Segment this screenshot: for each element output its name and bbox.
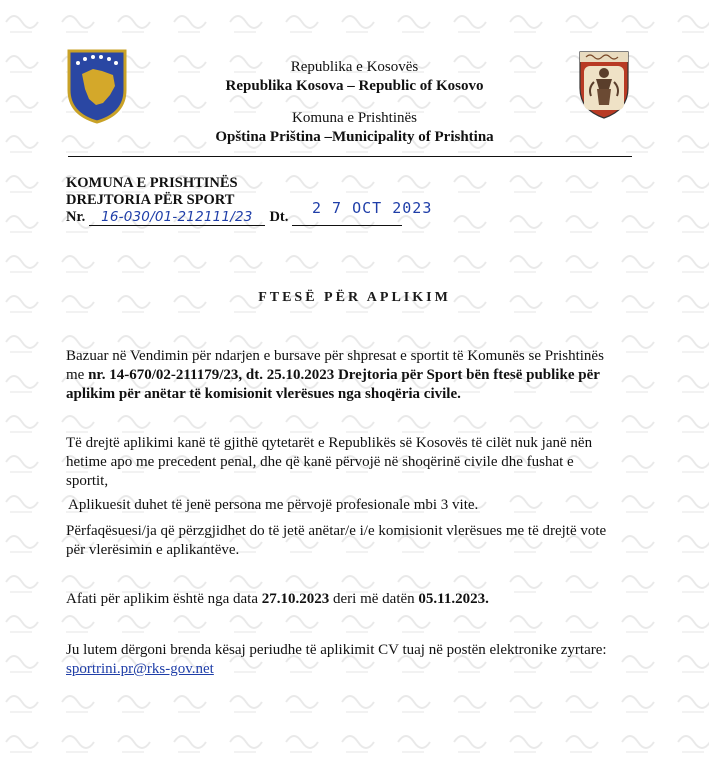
office-municipality: KOMUNA E PRISHTINËS xyxy=(66,175,238,191)
header-municipality-albanian: Komuna e Prishtinës xyxy=(292,110,417,126)
submission-email-link[interactable]: sportrini.pr@rks-gov.net xyxy=(66,661,214,677)
deadline-text-b: deri më datën xyxy=(329,591,419,607)
office-directorate: DREJTORIA PËR SPORT xyxy=(66,192,235,208)
date-stamp: 2 7 OCT 2023 xyxy=(312,199,433,217)
nr-label: Nr. xyxy=(66,209,86,225)
deadline-end-date: 05.11.2023. xyxy=(418,591,489,607)
paragraph-experience: Aplikuesit duhet të jenë persona me përvojë profesionale mbi 3 vite. xyxy=(68,497,479,513)
header-municipality-serbian-english: Opština Priština –Municipality of Prishtina xyxy=(215,129,494,145)
paragraph-decision xyxy=(66,347,618,404)
header-municipality-block xyxy=(0,109,709,147)
paragraph-decision-intro: Bazuar në Vendimin për ndarjen e bursave për shpresat e sportit të Komunës se Prishtinës me xyxy=(66,348,604,383)
document-title: FTESË PËR APLIKIM xyxy=(258,290,451,305)
header-republic-albanian: Republika e Kosovës xyxy=(290,59,419,75)
paragraph-submission xyxy=(66,641,618,679)
header-divider xyxy=(68,156,632,157)
paragraph-representative: Përfaqësuesi/ja që përzgjidhet do të jetë anëtar/e i/e komisionit vlerësues me të drejtë vote për vlerësimin e aplikantëve. xyxy=(66,523,607,558)
dt-label: Dt. xyxy=(269,209,289,225)
paragraph-deadline xyxy=(66,590,618,609)
paragraph-decision-bold: nr. 14-670/02-211179/23, dt. 25.10.2023 Drejtoria për Sport bën ftesë publike për aplikim për anëtar të komisionit vlerësues nga shoqëria civile. xyxy=(66,367,600,402)
nr-value-handwritten: 16-030/01-212111/23 xyxy=(89,209,265,226)
header-republic-block xyxy=(0,58,709,96)
deadline-text-a: Afati për aplikim është nga data xyxy=(66,591,262,607)
office-block xyxy=(66,175,238,209)
submission-text: Ju lutem dërgoni brenda kësaj periudhe të aplikimit CV tuaj në postën elektronike zyrtare: xyxy=(66,642,607,658)
deadline-start-date: 27.10.2023 xyxy=(261,591,330,607)
paragraph-eligibility: Të drejtë aplikimi kanë të gjithë qytetarët e Republikës së Kosovës të cilët nuk janë nën hetime apo me precedent penal, dhe që kanë përvojë në shoqërinë civile dhe fushat e sportit, xyxy=(66,435,593,489)
header-republic-serbian-english: Republika Kosova – Republic of Kosovo xyxy=(225,78,484,94)
